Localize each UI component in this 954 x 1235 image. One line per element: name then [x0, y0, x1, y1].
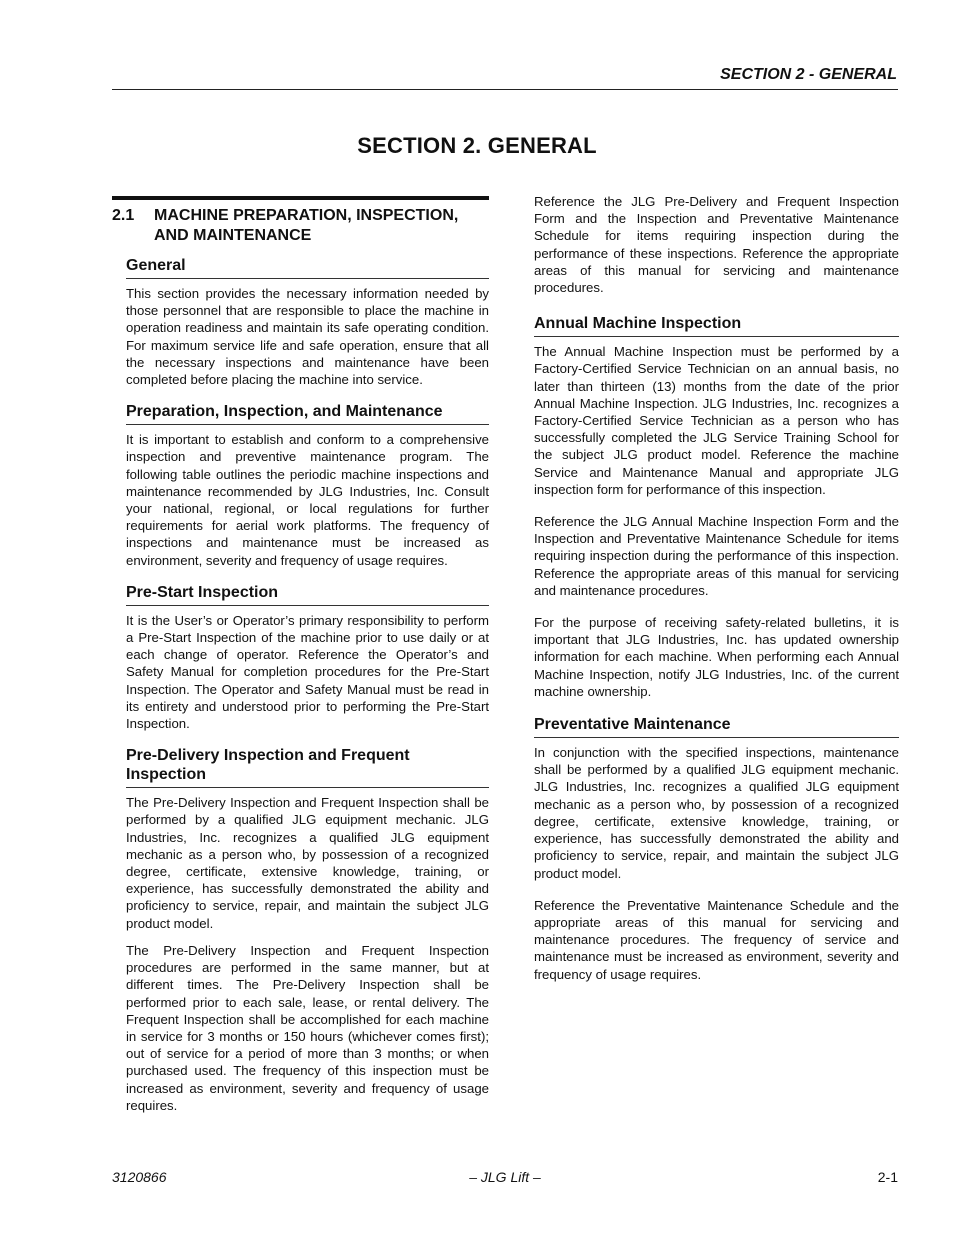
- left-column: [112, 196, 489, 1124]
- heading-pre-start: Pre-Start Inspection: [126, 583, 489, 606]
- paragraph: It is important to establish and conform to a comprehensive inspection and preventive maintenance program. The following table outlines the periodic machine inspections and maintenance recommended by JLG Industries, Inc. Consult your national, regional, or local regulations for further requirements for aerial work platforms. The frequency of inspections and maintenance must be increased as environment, severity and frequency of usage requires.: [126, 432, 489, 568]
- header-rule: [112, 89, 898, 90]
- section-number: 2.1: [112, 207, 135, 224]
- paragraph: The Annual Machine Inspection must be performed by a Factory-Certified Service Technician on an annual basis, no later than thirteen (13) months from the date of the prior Annual Machine Inspection. JLG Industries, Inc. recognizes a Factory-Certified Service Technician as a person who has successfully completed the JLG Service Training School for the subject JLG product model. Reference the machine Service and Maintenance Manual and appropriate JLG inspection form for performance of this inspection.: [534, 344, 899, 497]
- paragraph: Reference the JLG Pre-Delivery and Frequent Inspection Form and the Inspection and Preventative Maintenance Schedule for items requiring inspection during the performance of these inspections. Reference the appropriate areas of this manual for servicing and maintenance procedures.: [534, 194, 899, 296]
- running-header: SECTION 2 - GENERAL: [720, 66, 897, 83]
- section-heading-text: MACHINE PREPARATION, INSPECTION, AND MAINTENANCE: [154, 207, 459, 244]
- page-footer: [112, 1169, 898, 1189]
- heading-annual-inspection: Annual Machine Inspection: [534, 314, 899, 337]
- right-column: [534, 193, 899, 998]
- paragraph: It is the User’s or Operator’s primary responsibility to perform a Pre-Start Inspection of the machine prior to use daily or at each change of operator. Reference the Operator’s and Safety Manual for completion procedures for the Pre-Start Inspection. The Operator and Safety Manual must be read in its entirety and understood prior to performing the Pre-Start Inspection.: [126, 612, 489, 732]
- document-number: 3120866: [112, 1169, 167, 1185]
- page-title: SECTION 2. GENERAL: [357, 133, 597, 158]
- heading-pre-delivery: Pre-Delivery Inspection and Frequent Inspection: [126, 746, 489, 788]
- paragraph: Reference the JLG Annual Machine Inspection Form and the Inspection and Preventative Maintenance Schedule for items requiring inspection during the performance of this inspection. Reference the appropriate areas of this manual for servicing and maintenance procedures.: [534, 514, 899, 598]
- paragraph: For the purpose of receiving safety-related bulletins, it is important that JLG Industries, Inc. has updated ownership information for each machine. When performing each Annual Machine Inspection, notify JLG Industries, Inc. of the current machine ownership.: [534, 615, 899, 699]
- heading-preparation: Preparation, Inspection, and Maintenance: [126, 402, 489, 425]
- heading-general: General: [126, 256, 489, 279]
- paragraph: In conjunction with the specified inspections, maintenance shall be performed by a qualified JLG equipment mechanic. JLG Industries, Inc. recognizes a qualified JLG equipment mechanic as a person who, by possession of a recognized degree, certificate, extensive knowledge, training, or experience, has successfully demonstrated the ability and proficiency to service, repair, and maintain the subject JLG product model.: [534, 745, 899, 881]
- subsection-general: [126, 256, 489, 1114]
- footer-brand: – JLG Lift –: [469, 1169, 541, 1185]
- subsection-right: [534, 193, 899, 983]
- section-rule: [112, 196, 489, 200]
- paragraph: This section provides the necessary information needed by those personnel that are responsible to place the machine in operation readiness and maintain its safe operating condition. For maximum service life and safe operation, ensure that all the necessary inspections and maintenance have been completed before placing the machine into service.: [126, 286, 489, 388]
- paragraph: The Pre-Delivery Inspection and Frequent Inspection procedures are performed in the same manner, but at different times. The Pre-Delivery Inspection shall be performed prior to each sale, lease, or rental delivery. The Frequent Inspection shall be accomplished for each machine in service for 3 months or 150 hours (whichever comes first); out of service for a period of more than 3 months; or when purchased used. The frequency of this inspection must be increased as environment, severity and frequency of usage requires.: [126, 942, 489, 1113]
- heading-preventative-maintenance: Preventative Maintenance: [534, 715, 899, 738]
- section-heading: [112, 206, 489, 246]
- page-number: 2-1: [877, 1169, 898, 1185]
- paragraph: Reference the Preventative Maintenance Schedule and the appropriate areas of this manual for servicing and maintenance procedures. The frequency of service and maintenance must be increased as environment, severity and frequency of usage requires.: [534, 897, 899, 982]
- paragraph: The Pre-Delivery Inspection and Frequent Inspection shall be performed by a qualified JLG equipment mechanic. JLG Industries, Inc. recognizes a qualified JLG equipment mechanic as a person who, by possession of a recognized degree, certificate, extensive knowledge, training, or experience, has successfully demonstrated the ability and proficiency to service, repair, and maintain the subject JLG product model.: [126, 795, 489, 931]
